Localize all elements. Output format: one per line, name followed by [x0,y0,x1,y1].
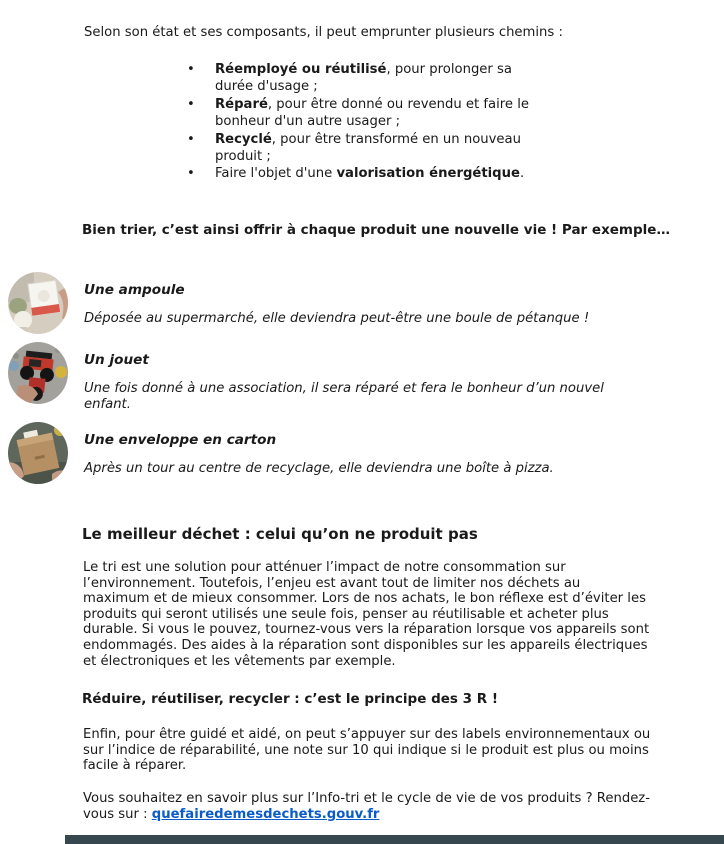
bullet-item-reemploye: • Réemployé ou réutilisé, pour prolonger sa durée d'usage ; [215,61,571,96]
bullet-item-recycle: • Recyclé, pour être transformé en un nouveau produit ; [215,131,571,166]
toy-truck-photo [8,342,68,404]
bullet-item-valorisation: • Faire l'objet d'une valorisation énergétique. [215,165,571,182]
outro-paragraph: Vous souhaitez en savoir plus sur l’Info-tri et le cycle de vie de vos produits ? Rendez- vous sur : quefairedemesdechets.gouv.fr [83,791,650,822]
section-heading-meilleur-dechet: Le meilleur déchet : celui qu’on ne produit pas [82,525,478,543]
paragraph-labels: Enfin, pour être guidé et aidé, on peut s’appuyer sur des labels environnementaux ou sur l’indice de réparabilité, une note sur 10 qui indique si le produit est plus ou moins facile à réparer. [83,727,651,774]
footer-bar [65,835,724,844]
bullet-item-repare: • Réparé, pour être donné ou revendu et faire le bonheur d'un autre usager ; [215,96,571,131]
intro-paragraph: Selon son état et ses composants, il peut emprunter plusieurs chemins : [84,25,563,40]
pathways-bullet-list [215,61,571,183]
paragraph-tri-solution: Le tri est une solution pour atténuer l’impact de notre consommation sur l’environnement. Toutefois, l’enjeu est avant tout de limiter nos déchets au maximum et de mieux consommer. Lors de nos achats, le bon réflexe est d’éviter les produits qui seront utilisés une seule fois, penser au réutilisable et acheter plus durable. Si vous le pouvez, tournez-vous vers la réparation lorsque vos appareils sont endommagés. Des aides à la réparation sont disponibles sur les appareils électriques et électroniques et les vêtements par exemple. [83,560,650,669]
light-bulb-photo [8,272,68,334]
example-text: Après un tour au centre de recyclage, elle deviendra une boîte à pizza. [84,461,554,476]
example-text: Déposée au supermarché, elle deviendra peut-être une boule de pétanque ! [84,311,590,326]
cardboard-envelope-photo [8,422,68,484]
example-title: Une ampoule [84,282,185,298]
quefairedemesdechets-link[interactable]: quefairedemesdechets.gouv.fr [151,806,380,822]
example-title: Une enveloppe en carton [84,432,277,448]
example-text: Une fois donné à une association, il sera réparé et fera le bonheur d’un nouvel enfant. [84,381,604,412]
lead-sentence: Bien trier, c’est ainsi offrir à chaque produit une nouvelle vie ! Par exemple… [82,222,670,238]
example-title: Un jouet [84,352,149,368]
section-heading-3r: Réduire, réutiliser, recycler : c’est le principe des 3 R ! [82,691,498,707]
